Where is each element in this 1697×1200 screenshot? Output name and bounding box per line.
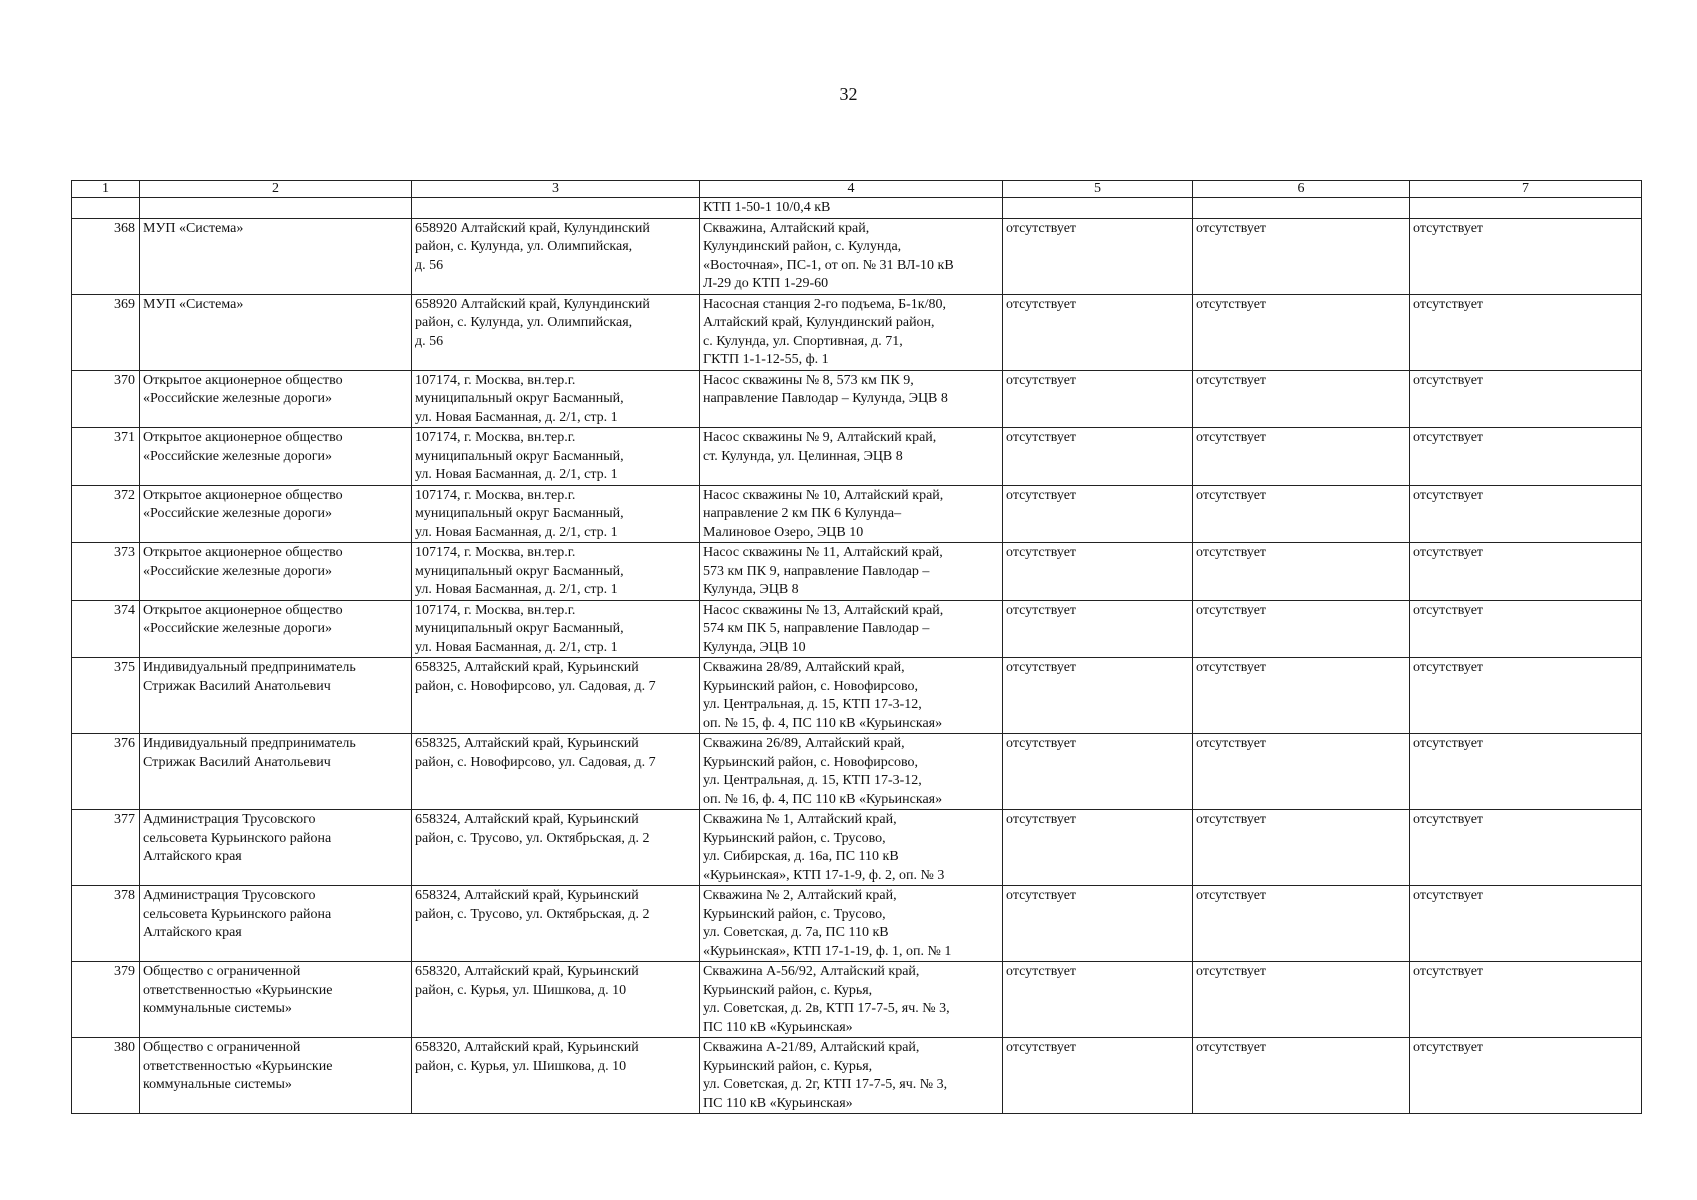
column-7-cell: отсутствует bbox=[1410, 218, 1642, 294]
table-row bbox=[72, 962, 1642, 1038]
object-cell: КТП 1-50-1 10/0,4 кВ bbox=[700, 198, 1003, 219]
column-7-cell: отсутствует bbox=[1410, 886, 1642, 962]
address-cell: 107174, г. Москва, вн.тер.г. муниципальный округ Басманный, ул. Новая Басманная, д. 2/1, стр. 1 bbox=[412, 370, 700, 428]
object-cell: Насос скважины № 8, 573 км ПК 9, направление Павлодар – Кулунда, ЭЦВ 8 bbox=[700, 370, 1003, 428]
row-number-cell: 377 bbox=[72, 810, 140, 886]
column-header: 1 bbox=[72, 181, 140, 198]
table-row bbox=[72, 810, 1642, 886]
table-row bbox=[72, 658, 1642, 734]
object-cell: Насос скважины № 9, Алтайский край, ст. Кулунда, ул. Целинная, ЭЦВ 8 bbox=[700, 428, 1003, 486]
owner-cell: Индивидуальный предприниматель Стрижак Василий Анатольевич bbox=[140, 734, 412, 810]
column-7-cell: отсутствует bbox=[1410, 962, 1642, 1038]
column-5-cell: отсутствует bbox=[1003, 600, 1193, 658]
row-number-cell: 376 bbox=[72, 734, 140, 810]
column-7-cell: отсутствует bbox=[1410, 810, 1642, 886]
column-7-cell: отсутствует bbox=[1410, 485, 1642, 543]
column-5-cell: отсутствует bbox=[1003, 734, 1193, 810]
column-6-cell: отсутствует bbox=[1193, 428, 1410, 486]
column-5-cell: отсутствует bbox=[1003, 370, 1193, 428]
owner-cell: Администрация Трусовского сельсовета Курьинского района Алтайского края bbox=[140, 810, 412, 886]
column-5-cell: отсутствует bbox=[1003, 658, 1193, 734]
object-cell: Скважина А-56/92, Алтайский край, Курьинский район, с. Курья, ул. Советская, д. 2в, КТП 17-7-5, яч. № 3, ПС 110 кВ «Курьинская» bbox=[700, 962, 1003, 1038]
table-row bbox=[72, 1038, 1642, 1114]
object-cell: Скважина 28/89, Алтайский край, Курьинский район, с. Новофирсово, ул. Центральная, д. 15, КТП 17-3-12, оп. № 15, ф. 4, ПС 110 кВ «Курьинская» bbox=[700, 658, 1003, 734]
column-5-cell: отсутствует bbox=[1003, 962, 1193, 1038]
address-cell: 658325, Алтайский край, Курьинский район, с. Новофирсово, ул. Садовая, д. 7 bbox=[412, 734, 700, 810]
column-6-cell: отсутствует bbox=[1193, 218, 1410, 294]
row-number-cell: 374 bbox=[72, 600, 140, 658]
owner-cell bbox=[140, 198, 412, 219]
column-5-cell: отсутствует bbox=[1003, 485, 1193, 543]
column-5-cell: отсутствует bbox=[1003, 886, 1193, 962]
column-7-cell: отсутствует bbox=[1410, 370, 1642, 428]
address-cell: 107174, г. Москва, вн.тер.г. муниципальный округ Басманный, ул. Новая Басманная, д. 2/1, стр. 1 bbox=[412, 543, 700, 601]
column-header: 5 bbox=[1003, 181, 1193, 198]
owner-cell: Открытое акционерное общество «Российские железные дороги» bbox=[140, 485, 412, 543]
owner-cell: Открытое акционерное общество «Российские железные дороги» bbox=[140, 370, 412, 428]
row-number-cell: 371 bbox=[72, 428, 140, 486]
object-cell: Насос скважины № 10, Алтайский край, направление 2 км ПК 6 Кулунда– Малиновое Озеро, ЭЦВ 10 bbox=[700, 485, 1003, 543]
column-7-cell bbox=[1410, 198, 1642, 219]
table-row bbox=[72, 218, 1642, 294]
address-cell: 658920 Алтайский край, Кулундинский район, с. Кулунда, ул. Олимпийская, д. 56 bbox=[412, 294, 700, 370]
column-6-cell: отсутствует bbox=[1193, 734, 1410, 810]
column-6-cell: отсутствует bbox=[1193, 886, 1410, 962]
owner-cell: Открытое акционерное общество «Российские железные дороги» bbox=[140, 543, 412, 601]
object-cell: Насос скважины № 13, Алтайский край, 574 км ПК 5, направление Павлодар – Кулунда, ЭЦВ 10 bbox=[700, 600, 1003, 658]
owner-cell: Индивидуальный предприниматель Стрижак Василий Анатольевич bbox=[140, 658, 412, 734]
header-row bbox=[72, 181, 1642, 198]
table-row bbox=[72, 543, 1642, 601]
column-header: 2 bbox=[140, 181, 412, 198]
address-cell: 658324, Алтайский край, Курьинский район, с. Трусово, ул. Октябрьская, д. 2 bbox=[412, 886, 700, 962]
address-cell: 107174, г. Москва, вн.тер.г. муниципальный округ Басманный, ул. Новая Басманная, д. 2/1, стр. 1 bbox=[412, 600, 700, 658]
row-number-cell: 372 bbox=[72, 485, 140, 543]
row-number-cell: 378 bbox=[72, 886, 140, 962]
column-6-cell: отсутствует bbox=[1193, 600, 1410, 658]
column-7-cell: отсутствует bbox=[1410, 543, 1642, 601]
address-cell: 107174, г. Москва, вн.тер.г. муниципальный округ Басманный, ул. Новая Басманная, д. 2/1, стр. 1 bbox=[412, 428, 700, 486]
column-5-cell: отсутствует bbox=[1003, 810, 1193, 886]
column-6-cell: отсутствует bbox=[1193, 543, 1410, 601]
row-number-cell bbox=[72, 198, 140, 219]
owner-cell: Общество с ограниченной ответственностью «Курьинские коммунальные системы» bbox=[140, 962, 412, 1038]
column-7-cell: отсутствует bbox=[1410, 294, 1642, 370]
object-cell: Скважина № 1, Алтайский край, Курьинский район, с. Трусово, ул. Сибирская, д. 16а, ПС 110 кВ «Курьинская», КТП 17-1-9, ф. 2, оп. № 3 bbox=[700, 810, 1003, 886]
owner-cell: Общество с ограниченной ответственностью «Курьинские коммунальные системы» bbox=[140, 1038, 412, 1114]
column-7-cell: отсутствует bbox=[1410, 734, 1642, 810]
row-number-cell: 380 bbox=[72, 1038, 140, 1114]
table-row bbox=[72, 294, 1642, 370]
table-row bbox=[72, 370, 1642, 428]
table-row bbox=[72, 428, 1642, 486]
owner-cell: МУП «Система» bbox=[140, 294, 412, 370]
owner-cell: Открытое акционерное общество «Российские железные дороги» bbox=[140, 428, 412, 486]
object-cell: Насос скважины № 11, Алтайский край, 573 км ПК 9, направление Павлодар – Кулунда, ЭЦВ 8 bbox=[700, 543, 1003, 601]
column-6-cell: отсутствует bbox=[1193, 370, 1410, 428]
table-row bbox=[72, 600, 1642, 658]
row-number-cell: 379 bbox=[72, 962, 140, 1038]
column-6-cell: отсутствует bbox=[1193, 658, 1410, 734]
continuation-row bbox=[72, 198, 1642, 219]
page-number: 32 bbox=[839, 84, 858, 104]
column-6-cell: отсутствует bbox=[1193, 1038, 1410, 1114]
object-cell: Насосная станция 2-го подъема, Б-1к/80, Алтайский край, Кулундинский район, с. Кулунда, ул. Спортивная, д. 71, ГКТП 1-1-12-55, ф. 1 bbox=[700, 294, 1003, 370]
owner-cell: Открытое акционерное общество «Российские железные дороги» bbox=[140, 600, 412, 658]
column-6-cell: отсутствует bbox=[1193, 810, 1410, 886]
column-5-cell: отсутствует bbox=[1003, 294, 1193, 370]
row-number-cell: 368 bbox=[72, 218, 140, 294]
column-header: 4 bbox=[700, 181, 1003, 198]
column-6-cell: отсутствует bbox=[1193, 294, 1410, 370]
owner-cell: Администрация Трусовского сельсовета Курьинского района Алтайского края bbox=[140, 886, 412, 962]
table-row bbox=[72, 886, 1642, 962]
row-number-cell: 373 bbox=[72, 543, 140, 601]
column-header: 7 bbox=[1410, 181, 1642, 198]
column-7-cell: отсутствует bbox=[1410, 1038, 1642, 1114]
object-cell: Скважина, Алтайский край, Кулундинский район, с. Кулунда, «Восточная», ПС-1, от оп. № 31 ВЛ-10 кВ Л-29 до КТП 1-29-60 bbox=[700, 218, 1003, 294]
column-5-cell: отсутствует bbox=[1003, 543, 1193, 601]
address-cell: 658320, Алтайский край, Курьинский район, с. Курья, ул. Шишкова, д. 10 bbox=[412, 962, 700, 1038]
object-cell: Скважина А-21/89, Алтайский край, Курьинский район, с. Курья, ул. Советская, д. 2г, КТП 17-7-5, яч. № 3, ПС 110 кВ «Курьинская» bbox=[700, 1038, 1003, 1114]
table-body bbox=[72, 218, 1642, 1114]
column-5-cell: отсутствует bbox=[1003, 218, 1193, 294]
column-5-cell: отсутствует bbox=[1003, 1038, 1193, 1114]
row-number-cell: 375 bbox=[72, 658, 140, 734]
row-number-cell: 370 bbox=[72, 370, 140, 428]
address-cell: 658320, Алтайский край, Курьинский район, с. Курья, ул. Шишкова, д. 10 bbox=[412, 1038, 700, 1114]
column-5-cell: отсутствует bbox=[1003, 428, 1193, 486]
column-6-cell bbox=[1193, 198, 1410, 219]
object-cell: Скважина 26/89, Алтайский край, Курьинский район, с. Новофирсово, ул. Центральная, д. 15, КТП 17-3-12, оп. № 16, ф. 4, ПС 110 кВ «Курьинская» bbox=[700, 734, 1003, 810]
address-cell: 658920 Алтайский край, Кулундинский район, с. Кулунда, ул. Олимпийская, д. 56 bbox=[412, 218, 700, 294]
column-header: 6 bbox=[1193, 181, 1410, 198]
column-7-cell: отсутствует bbox=[1410, 600, 1642, 658]
object-cell: Скважина № 2, Алтайский край, Курьинский район, с. Трусово, ул. Советская, д. 7а, ПС 110 кВ «Курьинская», КТП 17-1-19, ф. 1, оп. № 1 bbox=[700, 886, 1003, 962]
column-5-cell bbox=[1003, 198, 1193, 219]
column-6-cell: отсутствует bbox=[1193, 962, 1410, 1038]
table-row bbox=[72, 485, 1642, 543]
address-cell: 658325, Алтайский край, Курьинский район, с. Новофирсово, ул. Садовая, д. 7 bbox=[412, 658, 700, 734]
registry-table bbox=[71, 180, 1642, 1114]
table-row bbox=[72, 734, 1642, 810]
row-number-cell: 369 bbox=[72, 294, 140, 370]
owner-cell: МУП «Система» bbox=[140, 218, 412, 294]
column-6-cell: отсутствует bbox=[1193, 485, 1410, 543]
address-cell: 658324, Алтайский край, Курьинский район, с. Трусово, ул. Октябрьская, д. 2 bbox=[412, 810, 700, 886]
column-7-cell: отсутствует bbox=[1410, 658, 1642, 734]
address-cell bbox=[412, 198, 700, 219]
column-header: 3 bbox=[412, 181, 700, 198]
address-cell: 107174, г. Москва, вн.тер.г. муниципальный округ Басманный, ул. Новая Басманная, д. 2/1, стр. 1 bbox=[412, 485, 700, 543]
column-7-cell: отсутствует bbox=[1410, 428, 1642, 486]
